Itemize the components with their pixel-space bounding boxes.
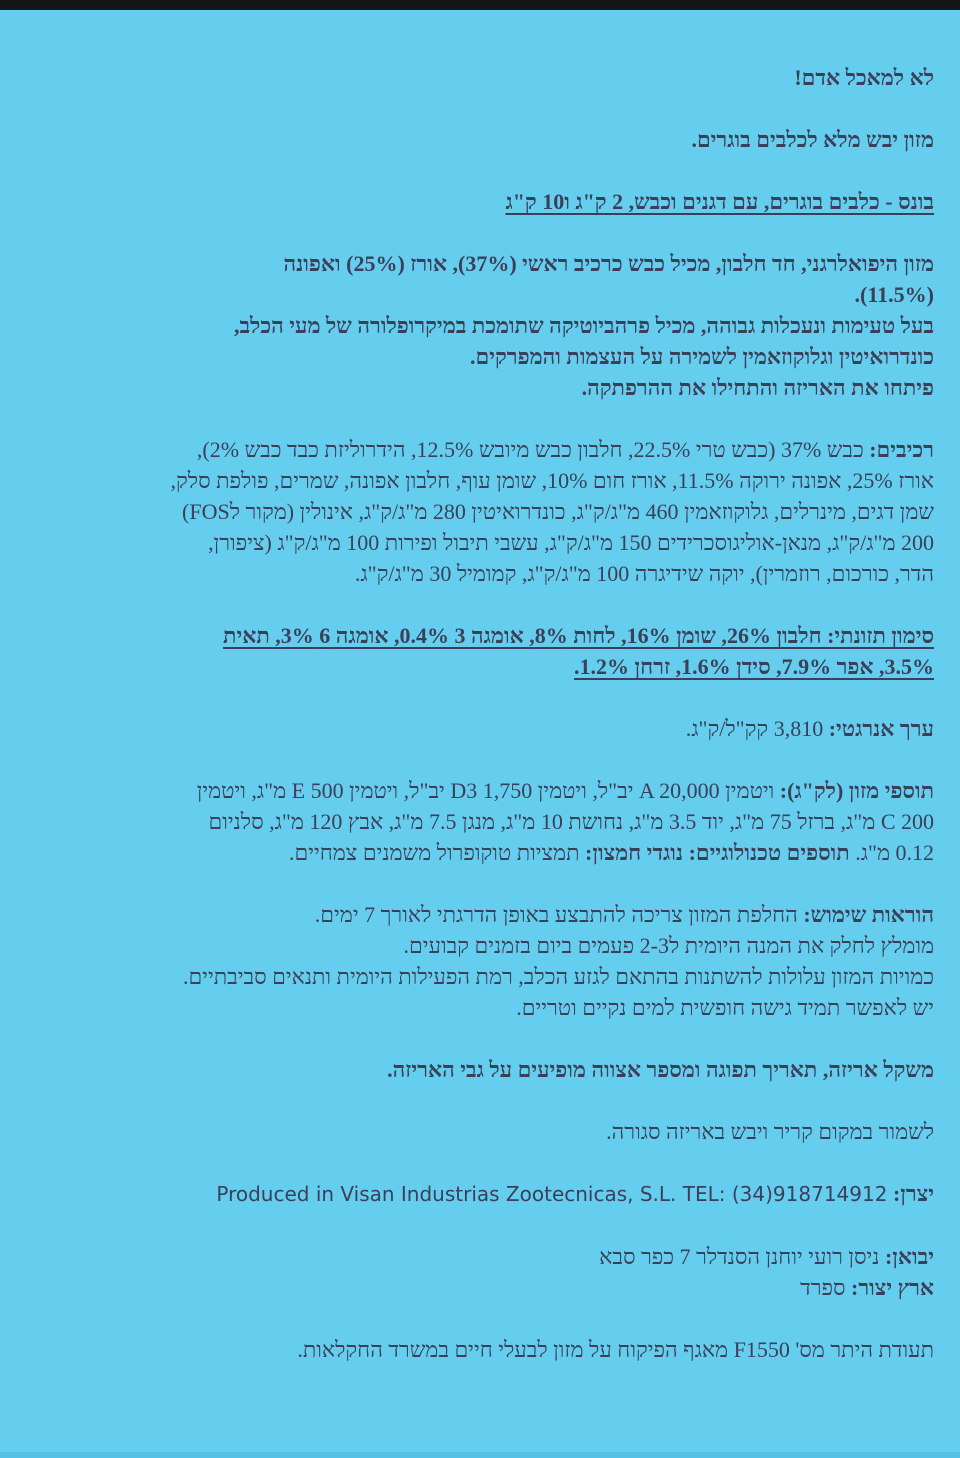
ingredients-line: כבש 37% (כבש טרי 22.5%, חלבון כבש מיובש 12.5%, הידרוליזת כבד כבש 2%),: [196, 437, 870, 462]
product-description: [22, 248, 934, 403]
product-label-document: [22, 62, 934, 1365]
usage-label: הוראות שימוש:: [803, 902, 934, 927]
product-name: בונס - כלבים בוגרים, עם דגנים וכבש, 2 ק"ג ו10 ק"ג: [505, 189, 934, 214]
ingredients-section: [22, 434, 934, 589]
nutrition-line: סימון תזונתי: חלבון 26%, שומן 16%, לחות 8%, אומגה 3 0.4%, אומגה 6 3%, תאית: [223, 623, 934, 648]
manufacturer-section: [22, 1178, 934, 1210]
ingredients-line: 200 מ"ג/ק"ג, מנאן-אוליגוסכרידים 150 מ"ג/ק"ג, עשבי תיבול ופירות 100 מ"ג/ק"ג (ציפורן,: [208, 530, 934, 555]
nutrition-line: 3.5%, אפר 7.9%, סידן 1.6%, זרחן 1.2%.: [574, 654, 934, 679]
origin-section: [22, 1272, 934, 1303]
usage-line: יש לאפשר תמיד גישה חופשית למים נקיים וטריים.: [516, 995, 934, 1020]
nutrition-section: [22, 620, 934, 682]
additives-line: 0.12 מ"ג.: [849, 840, 934, 865]
usage-line: מומלץ לחלק את המנה היומית ל2-3 פעמים ביום בזמנים קבועים.: [403, 933, 934, 958]
usage-line: כמויות המזון עלולות להשתנות בהתאם לגזע הכלב, רמת הפעילות היומית ותנאים סביבתיים.: [182, 964, 934, 989]
storage-note: לשמור במקום קריר ויבש באריזה סגורה.: [606, 1119, 934, 1144]
tech-additives-value: תמציות טוקופרול משמנים צמחיים.: [288, 840, 586, 865]
manufacturer-value: Produced in Visan Industrias Zootecnicas, S.L. TEL: (34)918714912: [216, 1182, 888, 1206]
importer-section: [22, 1241, 934, 1272]
origin-value: ספרד: [800, 1275, 852, 1300]
package-note: משקל אריזה, תאריך תפוגה ומספר אצווה מופיעים על גבי האריזה.: [387, 1057, 934, 1082]
additives-line: ויטמין A 20,000 יב"ל, ויטמין D3 1,750 יב"ל, ויטמין E 500 מ"ג, ויטמין: [196, 778, 780, 803]
additives-label: תוספי מזון (לק"ג):: [779, 778, 934, 803]
energy-label: ערך אנרגטי:: [828, 716, 934, 741]
ingredients-line: שמן דגים, מינרלים, גלוקוזאמין 460 מ"ג/ק"ג, כונדרואיטין 280 מ"ג/ק"ג, אינולין (מקור לFOS): [182, 499, 934, 524]
ingredients-label: רכיבים:: [869, 437, 934, 462]
license-note: תעודת היתר מס' F1550 מאגף הפיקוח על מזון לבעלי חיים במשרד החקלאות.: [297, 1337, 934, 1362]
description-line: כונדרואיטין וגלוקוזאמין לשמירה על העצמות והמפרקים.: [470, 344, 934, 369]
energy-value: 3,810 קק"ל/ק"ג.: [685, 716, 829, 741]
description-line: מזון היפואלרגני, חד חלבון, מכיל כבש כרכיב ראשי (37%), אורז (25%) ואפונה: [283, 251, 934, 276]
importer-value: ניסן רועי יוחנן הסנדלר 7 כפר סבא: [599, 1244, 885, 1269]
tech-additives-label: תוספים טכנולוגיים: נוגדי חמצון:: [585, 840, 850, 865]
energy-section: [22, 713, 934, 744]
importer-label: יבואן:: [884, 1244, 934, 1269]
origin-label: ארץ יצור:: [851, 1275, 934, 1300]
description-line: (11.5%).: [854, 282, 934, 307]
ingredients-line: אורז 25%, אפונה ירוקה 11.5%, אורז חום 10%, שומן עוף, חלבון אפונה, שמרים, פולפת סלק,: [170, 468, 934, 493]
status-bar: [0, 0, 960, 10]
ingredients-line: הדר, כורכום, רוזמרין), יוקה שידיגרה 100 מ"ג/ק"ג, קמומיל 30 מ"ג/ק"ג.: [354, 561, 934, 586]
usage-section: [22, 899, 934, 1023]
additives-section: [22, 775, 934, 868]
manufacturer-label: יצרן:: [892, 1181, 934, 1206]
usage-line: החלפת המזון צריכה להתבצע באופן הדרגתי לאורך 7 ימים.: [314, 902, 804, 927]
bottom-edge: [0, 1452, 960, 1458]
warning-text: לא למאכל אדם!: [794, 65, 934, 90]
product-type: מזון יבש מלא לכלבים בוגרים.: [691, 127, 934, 152]
additives-line: C 200 מ"ג, ברזל 75 מ"ג, יוד 3.5 מ"ג, נחושת 10 מ"ג, מנגן 7.5 מ"ג, אבץ 120 מ"ג, סלניום: [208, 809, 934, 834]
description-line: פיתחו את האריזה והתחילו את ההרפתקה.: [581, 375, 934, 400]
description-line: בעל טעימות ונעכלות גבוהה, מכיל פרהביוטיקה שתומכת במיקרופלורה של מעי הכלב,: [233, 313, 934, 338]
